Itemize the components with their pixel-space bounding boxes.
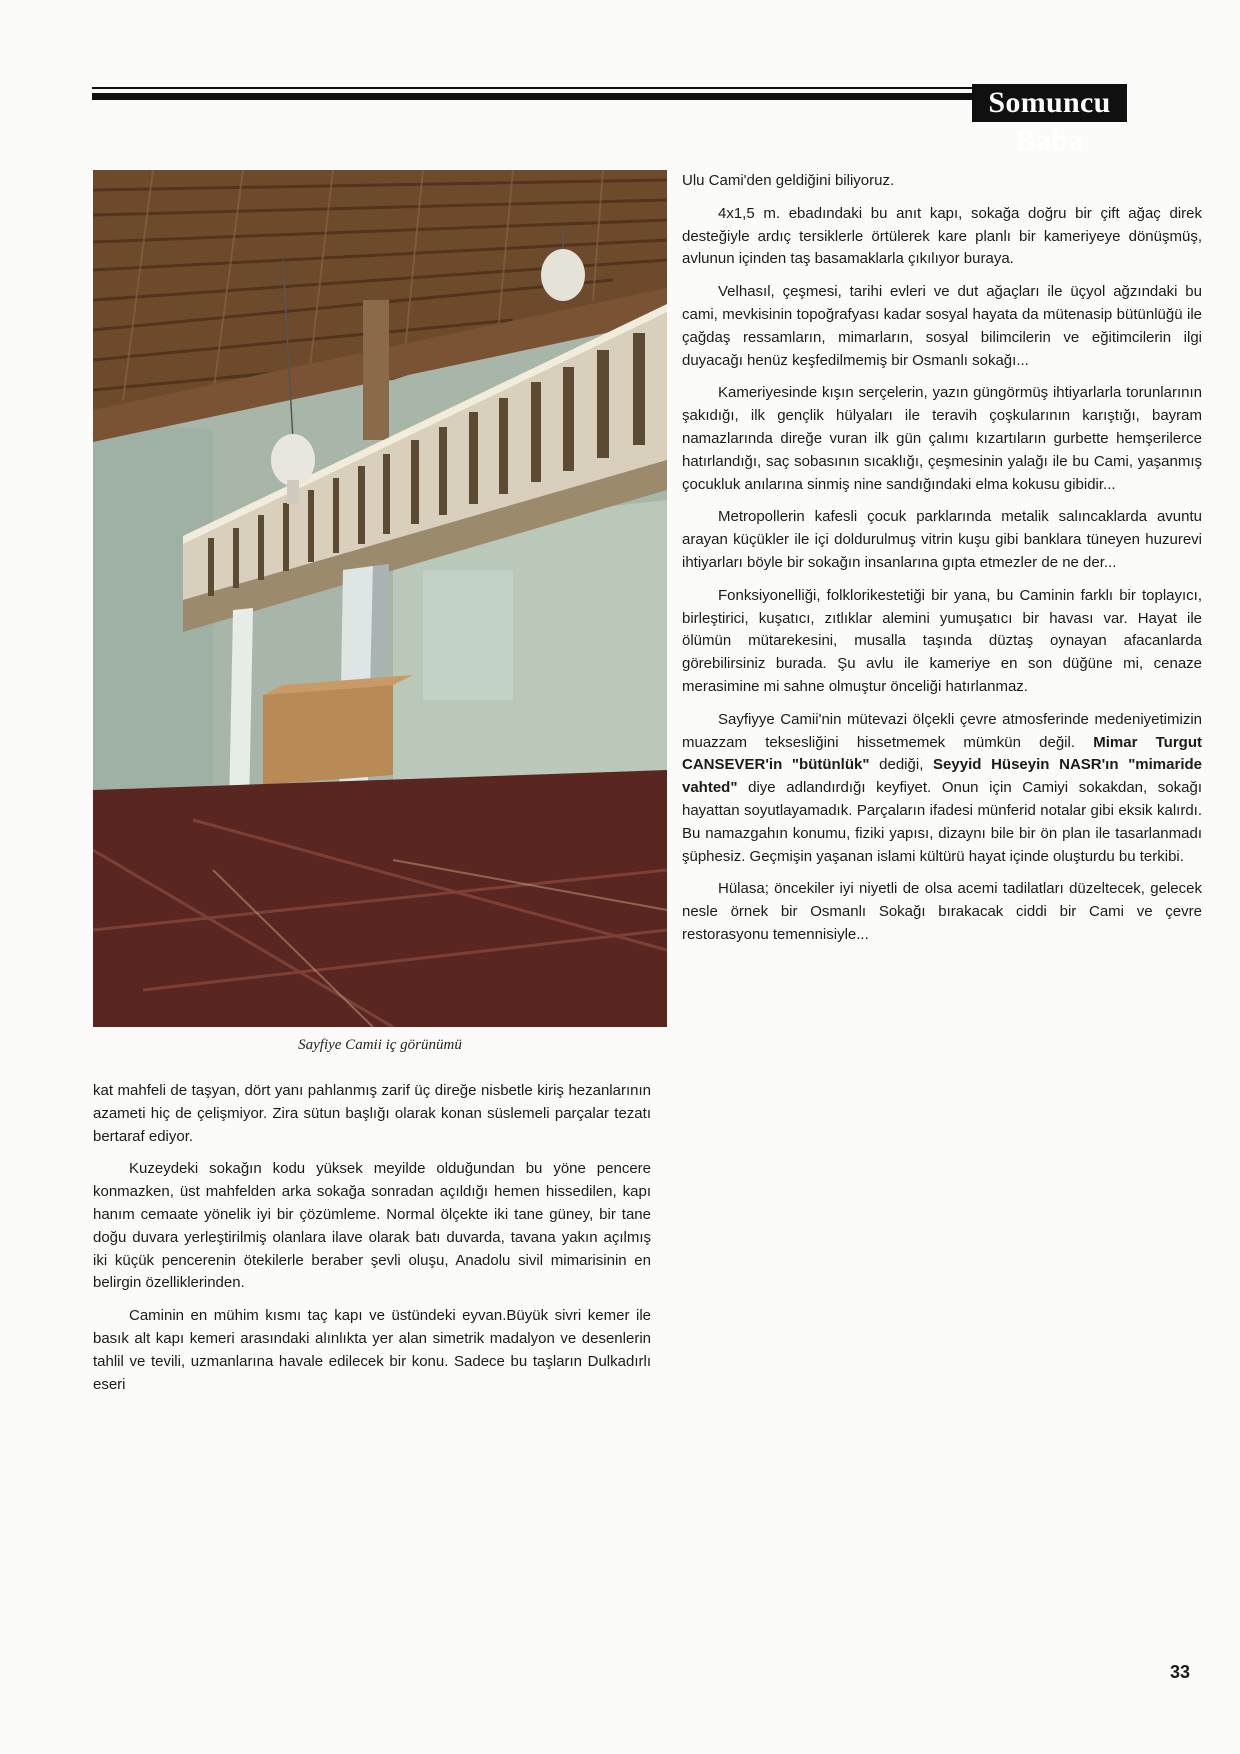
section-title: Somuncu Baba [972, 84, 1127, 122]
paragraph: Kameriyesinde kışın serçelerin, yazın güngörmüş ihtiyarlarla torunlarının şakıdığı, ilk gençlik hülyaları ile teravih çoşkularının karıştığı, bayram namazlarında direğe vuran ilk gün çalımı kızartıların gurbette hemşerilerce hatırlandığı, saç sobasının sıcaklığı, çeşmesinin yalağı ile bu Cami, yaşanmış çocukluk anılarına sinmiş nine sandığındaki elma kokusu gibidir... [682, 384, 1202, 493]
figure-caption: Sayfiye Camii iç görünümü [298, 1037, 462, 1053]
paragraph: Velhasıl, çeşmesi, tarihi evleri ve dut ağaçları ile üçyol ağzındaki bu cami, mevkisinin topoğrafyası kadar sosyal hayata da mütenasip bütünlüğü ile çağdaş ressamların, mimarların, sosyal bilimcilerin ve eğitimcilerin ilgi duyacağı henüz keşfedilmemiş bir Osmanlı sokağı... [682, 283, 1202, 369]
text-run: diye adlandırdığı keyfiyet. Onun için Camiyi sokakdan, sokağı hayattan soyutlayamadık. Parçaların ifadesi münferid notalar gibi eksik kalırdı. Bu namazgahın konumu, fiziki yapısı, dizaynı bile bir ön plan ile tasarlanmadı şüphesiz. Geçmişin yaşanan islami kültürü hayat içinde oluşturdu bu terkibi. [682, 779, 1203, 865]
paragraph: Caminin en mühim kısmı taç kapı ve üstündeki eyvan.Büyük sivri kemer ile basık alt kapı kemeri arasındaki alınlıkta yer alan simetrik madalyon ve desenlerin tahlil ve tevili, uzmanlarına havale edilecek bir konu. Sadece bu taşların Dulkadırlı eseri [93, 1307, 651, 1393]
left-column [93, 1080, 651, 1406]
paragraph: Ulu Cami'den geldiğini biliyoruz. [682, 172, 895, 189]
mosque-interior-photo [93, 170, 667, 1027]
paragraph: Fonksiyonelliği, folklorikestetiği bir yana, bu Caminin farklı bir toplayıcı, birleştirici, kuşatıcı, zıtlıklar alemini yumuşatıcı bir havası var. Hayat ile ölümün mütarekesini, musalla taşında düztaş oynayan afacanlarda görebilirsiniz burada. Şu avlu ile kameriye en son düğüne mi, cenaze merasimine mi sahne olmuştur önceliği hatırlanmaz. [682, 586, 1202, 695]
paragraph: 4x1,5 m. ebadındaki bu anıt kapı, sokağa doğru bir çift ağaç direk desteğiyle ardıç tersiklerle örtülerek kare planlı bir kameriyeye dönüşmüş, avlunun içinden taş basamaklarla çıkılıyor buraya. [682, 204, 1202, 268]
paragraph: kat mahfeli de taşyan, dört yanı pahlanmış zarif üç direğe nisbetle kiriş hezanlarının azameti hiç de çelişmiyor. Zira sütun başlığı olarak konan süslemeli parçalar tezatı bertaraf ediyor. [93, 1082, 651, 1145]
page-number: 33 [1170, 1662, 1191, 1682]
bold-text-run: Seyyid Hüseyin NASR'ın "mimaride vahted" [682, 756, 1203, 797]
text-run: dediği, [879, 756, 924, 774]
paragraph: Kuzeydeki sokağın kodu yüksek meyilde olduğundan bu yöne pencere konmazken, üst mahfelden arka sokağa sonradan açıldığı hemen hissedilen, kapı hanım cemaate yönelik iyi bir çözümleme. Normal ölçekte iki tane güney, bir tane doğu duvara yerleştirilmiş olanlara ilave olarak batı duvarda, tavana yakın açılmış iki küçük pencerenin ötekilerle beraber şevli oluşu, Anadolu sivil mimarisinin en belirgin özelliklerinden. [93, 1160, 651, 1292]
paragraph [682, 709, 1202, 869]
paragraph: Metropollerin kafesli çocuk parklarında metalik salıncaklarda avuntu arayan küçükler ile içi doldurulmuş vitrin kuşu gibi banklara tüneyen huzurevi ihtiyarları böyle bir sokağın insanlarına gıpta etmezler de ne der... [682, 508, 1202, 571]
text-run: Sayfiyye Camii'nin mütevazi ölçekli çevre atmosferinde medeniyetimizin muazzam teksesliğini hissetmemek mümkün değil. [682, 710, 1202, 751]
header-rule-thin [92, 87, 972, 89]
bold-text-run: Mimar Turgut CANSEVER'in "bütünlük" [682, 733, 1203, 774]
header-rule [92, 93, 972, 100]
paragraph: Hülasa; öncekiler iyi niyetli de olsa acemi tadilatları düzeltecek, gelecek nesle örnek bir Osmanlı Sokağı bırakacak ciddi bir Cami ve çevre restorasyonu temennisiyle... [682, 880, 1202, 943]
right-column [682, 170, 1202, 957]
